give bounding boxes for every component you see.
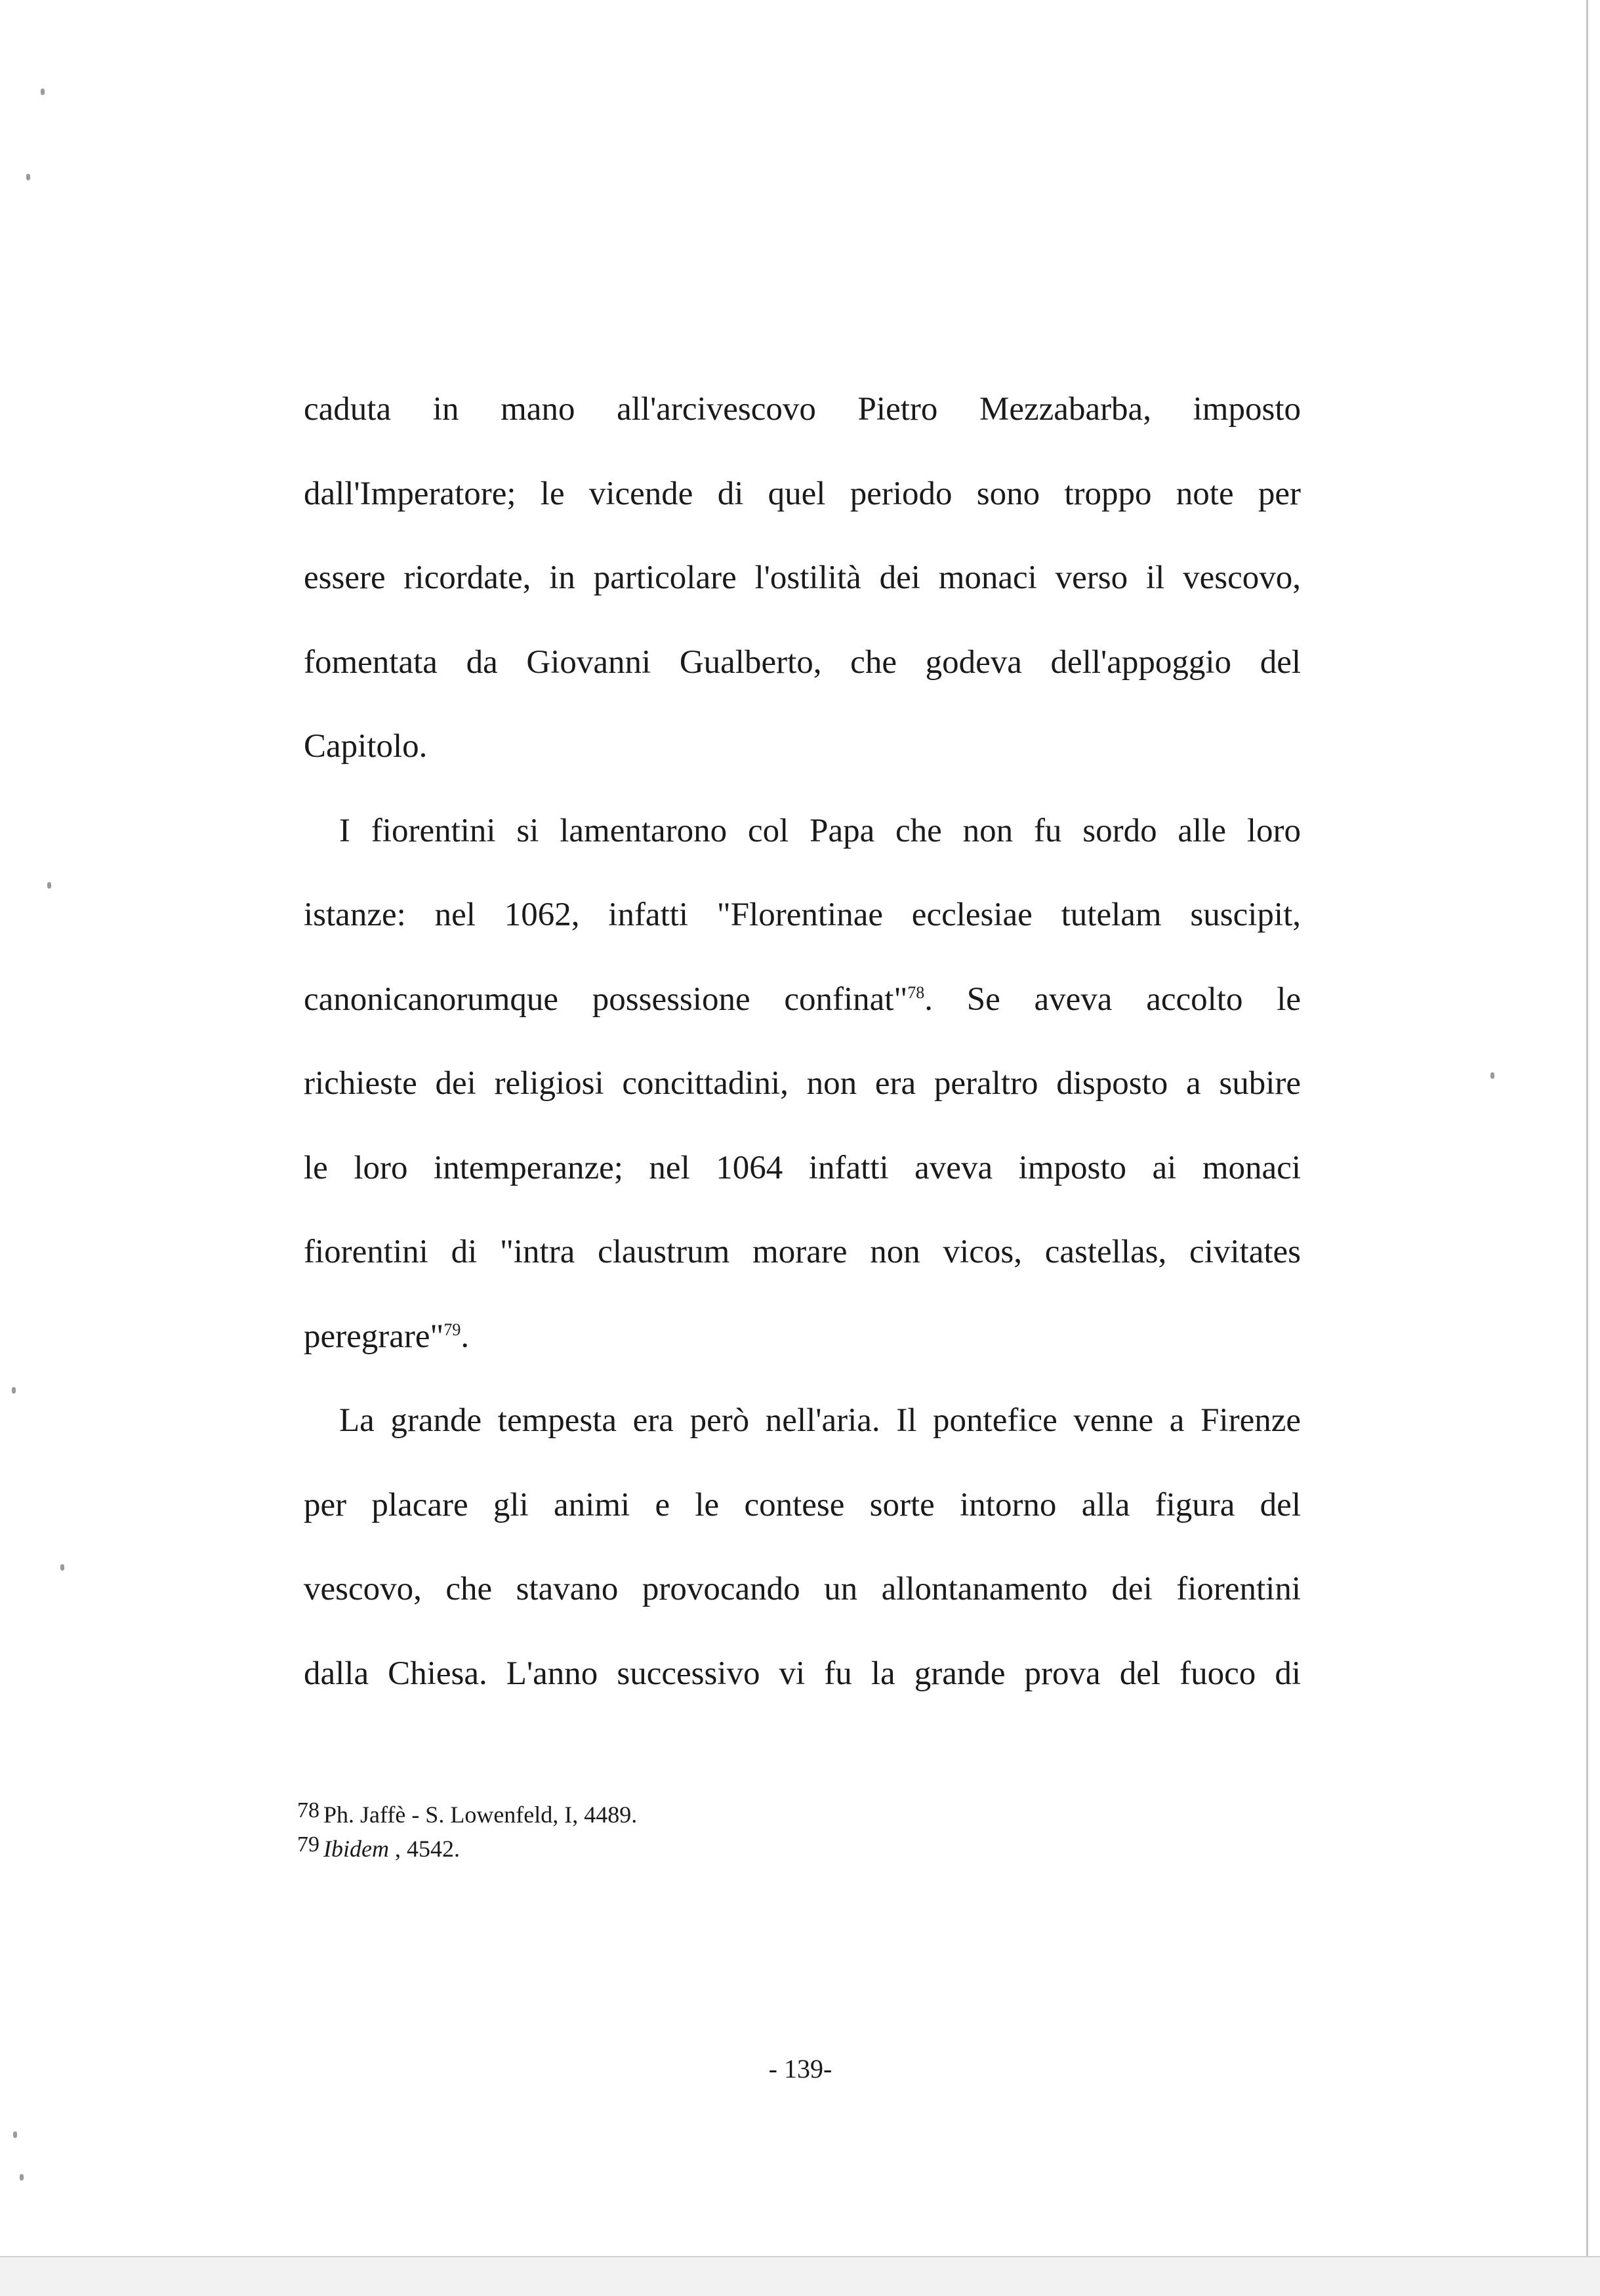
body-text — [304, 367, 1301, 1716]
text-line: essere ricordate, in particolare l'ostilità dei monaci verso il vescovo, — [304, 559, 1301, 596]
text-line: caduta in mano all'arcivescovo Pietro Mezzabarba, imposto — [304, 391, 1301, 428]
text-line: richieste dei religiosi concittadini, non era peraltro disposto a subire — [304, 1065, 1301, 1102]
text-line: per placare gli animi e le contese sorte intorno alla figura del — [304, 1486, 1301, 1523]
text-line: La grande tempesta era però nell'aria. Il pontefice venne a Firenze — [339, 1402, 1301, 1439]
footnote-78 — [297, 1794, 1084, 1828]
footnotes — [297, 1794, 1084, 1862]
text-line: fiorentini di "intra claustrum morare non vicos, castellas, civitates — [304, 1234, 1301, 1270]
text-line — [304, 957, 1301, 1042]
text-segment: peregrare" — [304, 1318, 444, 1355]
margin-speck — [41, 89, 45, 95]
margin-speck — [1490, 1072, 1494, 1079]
text-segment: . Se aveva accolto le — [924, 980, 1301, 1018]
text-segment: canonicanorumque possessione confinat" — [304, 980, 908, 1018]
page-edge-bottom — [0, 2256, 1600, 2296]
footnote-ref-79[interactable]: 79 — [443, 1319, 461, 1339]
paragraph-3 — [304, 1379, 1301, 1716]
text-line: fomentata da Giovanni Gualberto, che godeva dell'appoggio del — [304, 643, 1301, 681]
paragraph-1 — [304, 367, 1301, 789]
text-line: I fiorentini si lamentarono col Papa che non fu sordo alle loro — [339, 812, 1301, 849]
footnote-number: 79 — [297, 1832, 319, 1857]
text-line: dalla Chiesa. L'anno successivo vi fu la grande prova del fuoco di — [304, 1655, 1301, 1692]
text-line: istanze: nel 1062, infatti "Florentinae ecclesiae tutelam suscipit, — [304, 896, 1301, 933]
paragraph-2 — [304, 789, 1301, 1379]
margin-speck — [12, 1387, 16, 1394]
footnote-79 — [297, 1828, 1084, 1862]
text-segment: . — [461, 1318, 470, 1355]
text-line: vescovo, che stavano provocando un allontanamento dei fiorentini — [304, 1571, 1301, 1607]
margin-speck — [13, 2131, 17, 2138]
margin-speck — [20, 2174, 24, 2181]
margin-speck — [26, 174, 30, 180]
text-line: le loro intemperanze; nel 1064 infatti aveva imposto ai monaci — [304, 1149, 1301, 1186]
footnote-text: , 4542. — [388, 1836, 460, 1862]
page-number: - 139- — [768, 2054, 832, 2084]
footnote-ref-78[interactable]: 78 — [907, 982, 925, 1002]
footnote-italic-text: Ibidem — [323, 1836, 389, 1862]
text-line — [304, 1295, 1301, 1379]
footnote-number: 78 — [297, 1798, 319, 1823]
text-line: Capitolo. — [304, 728, 428, 765]
footnote-text: Ph. Jaffè - S. Lowenfeld, I, 4489. — [323, 1802, 638, 1828]
margin-speck — [60, 1564, 64, 1571]
text-line: dall'Imperatore; le vicende di quel periodo sono troppo note per — [304, 475, 1301, 512]
margin-speck — [47, 882, 51, 889]
page-edge-right — [1586, 0, 1588, 2256]
